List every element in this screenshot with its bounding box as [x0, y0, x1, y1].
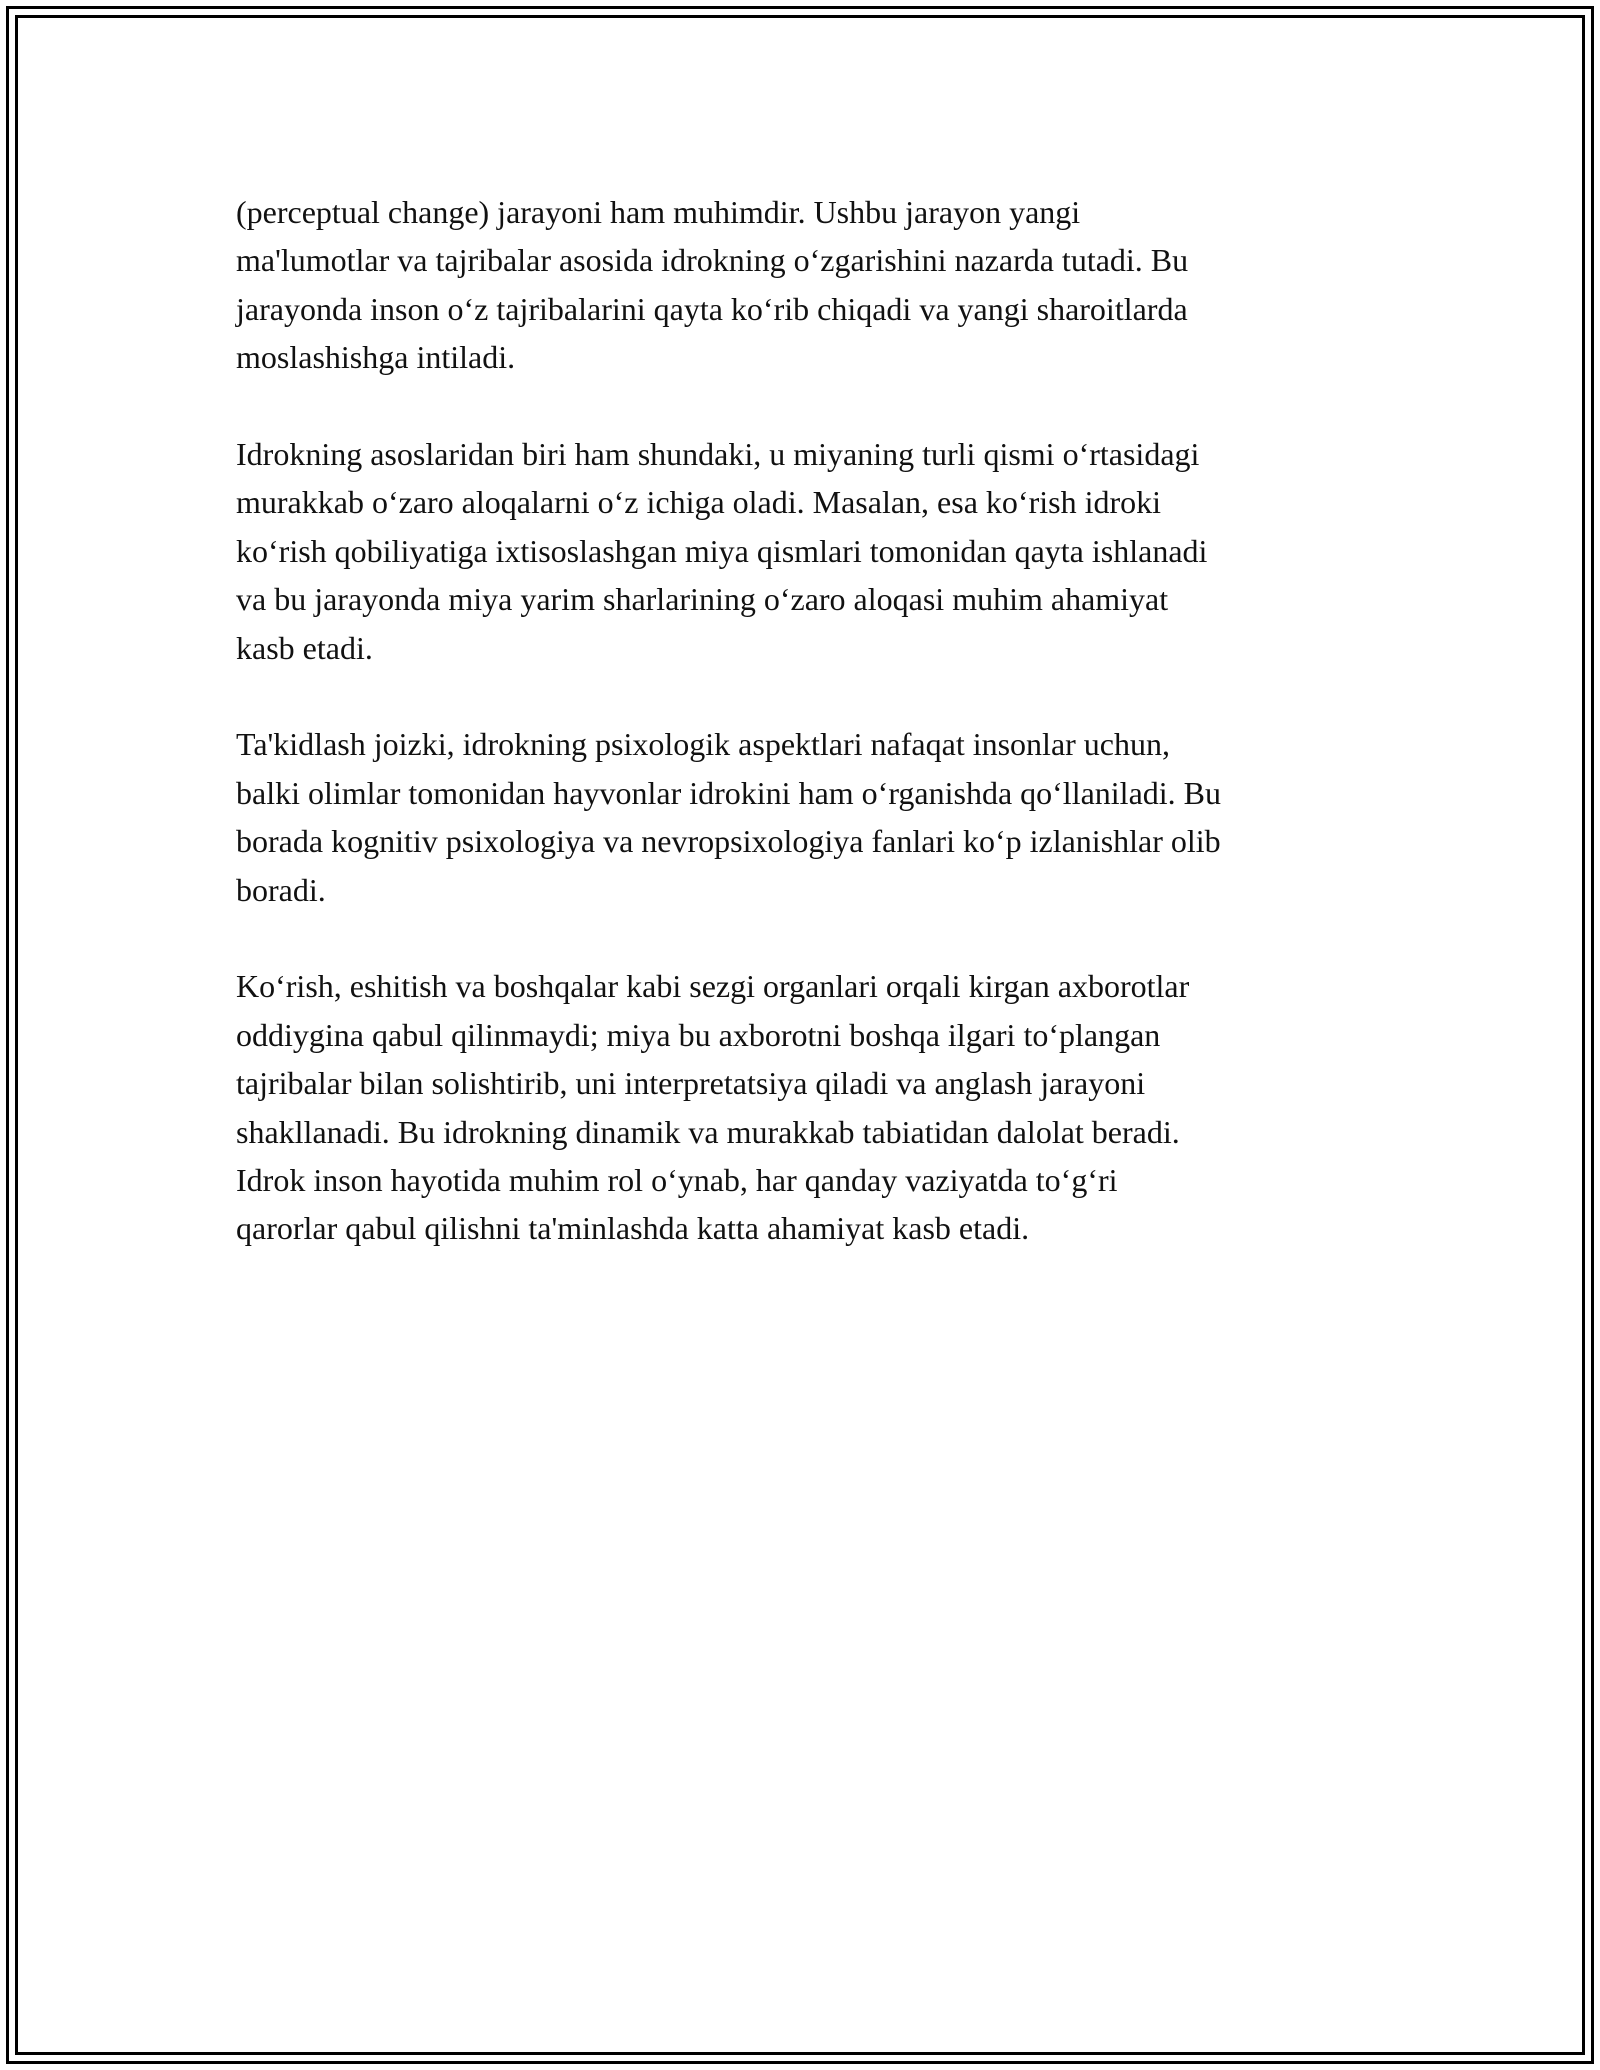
text-line: Idrokning asoslaridan biri ham shundaki, u miyaning turli qismi o‘rtasidagi: [236, 436, 1200, 473]
text-line: Ta'kidlash joizki, idrokning psixologik aspektlari nafaqat insonlar uchun,: [236, 726, 1170, 763]
text-line: (perceptual change) jarayoni ham muhimdir. Ushbu jarayon yangi: [236, 194, 1081, 230]
text-line: kasb etadi.: [236, 629, 373, 666]
text-line: va bu jarayonda miya yarim sharlarining o‘zaro aloqasi muhim ahamiyat: [236, 581, 1169, 618]
text-line: balki olimlar tomonidan hayvonlar idrokini ham o‘rganishda qo‘llaniladi. Bu: [236, 774, 1221, 811]
text-line: borada kognitiv psixologiya va nevropsixologiya fanlari ko‘p izlanishlar olib: [236, 823, 1221, 860]
text-line: shakllanadi. Bu idrokning dinamik va murakkab tabiatidan dalolat beradi.: [236, 1113, 1180, 1150]
text-line: Idrok inson hayotida muhim rol o‘ynab, har qanday vaziyatda to‘g‘ri: [236, 1162, 1118, 1199]
paragraph-4: [236, 962, 1386, 1252]
text-line: Ko‘rish, eshitish va boshqalar kabi sezgi organlari orqali kirgan axborotlar: [236, 968, 1190, 1005]
text-line: moslashishga intiladi.: [236, 339, 516, 376]
text-line: jarayonda inson o‘z tajribalarini qayta ko‘rib chiqadi va yangi sharoitlarda: [236, 290, 1188, 327]
text-line: qarorlar qabul qilishni ta'minlashda katta ahamiyat kasb etadi.: [236, 1210, 1030, 1247]
text-line: murakkab o‘zaro aloqalarni o‘z ichiga oladi. Masalan, esa ko‘rish idroki: [236, 484, 1161, 521]
paragraph-3: [236, 720, 1386, 914]
text-line: ko‘rish qobiliyatiga ixtisoslashgan miya qismlari tomonidan qayta ishlanadi: [236, 532, 1208, 569]
paragraph-2: [236, 430, 1386, 672]
text-line: oddiygina qabul qilinmaydi; miya bu axborotni boshqa ilgari to‘plangan: [236, 1016, 1161, 1053]
document-body: [236, 188, 1386, 1301]
text-line: boradi.: [236, 871, 326, 908]
text-line: ma'lumotlar va tajribalar asosida idrokning o‘zgarishini nazarda tutadi. Bu: [236, 242, 1189, 279]
paragraph-1: [236, 188, 1386, 382]
text-line: tajribalar bilan solishtirib, uni interpretatsiya qiladi va anglash jarayoni: [236, 1065, 1146, 1102]
